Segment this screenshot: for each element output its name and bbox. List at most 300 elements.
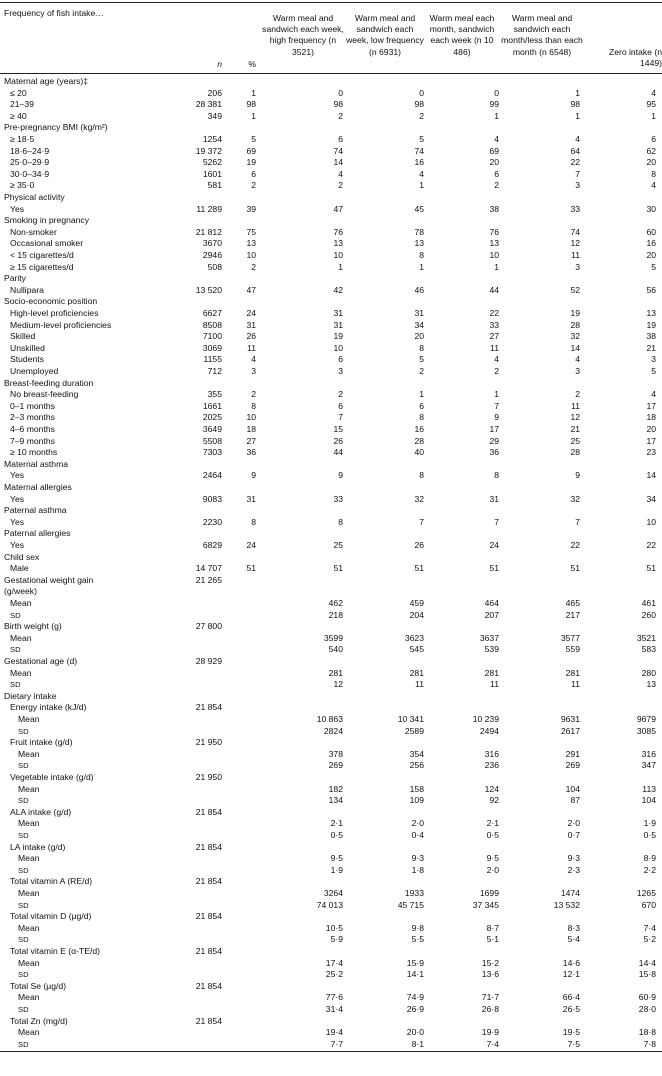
cell-group-5: 20 bbox=[646, 157, 656, 168]
cell-group-1: 17·4 bbox=[325, 957, 343, 968]
cell-group-1: 10 bbox=[333, 342, 343, 353]
cell-group-5: 7·4 bbox=[643, 922, 656, 933]
cell-group-3: 37 345 bbox=[472, 899, 499, 910]
cell-group-3: 1 bbox=[494, 261, 499, 272]
cell-n: 508 bbox=[207, 261, 222, 272]
row-label: 2–3 months bbox=[10, 412, 55, 423]
cell-pct: 24 bbox=[246, 540, 256, 550]
cell-group-2: 45 715 bbox=[397, 899, 424, 910]
cell-group-5: 20 bbox=[646, 424, 656, 434]
cell-group-2: 14·1 bbox=[406, 969, 424, 980]
cell-group-1: 25 bbox=[333, 540, 343, 550]
row-label: ≥ 10 months bbox=[10, 447, 58, 458]
cell-group-4: 19 bbox=[570, 308, 580, 318]
row-label: SD bbox=[18, 796, 29, 806]
table-row bbox=[0, 958, 662, 970]
cell-group-3: 2 bbox=[494, 366, 499, 376]
bottom-rule bbox=[0, 1051, 662, 1052]
cell-group-1: 33 bbox=[333, 493, 343, 504]
table-row bbox=[0, 401, 662, 413]
cell-group-5: 1265 bbox=[636, 888, 656, 898]
row-label: Medium-level proficiencies bbox=[10, 319, 112, 330]
cell-group-3: 19·9 bbox=[481, 1027, 499, 1038]
cell-n: 5508 bbox=[202, 435, 222, 446]
cell-group-5: 21 bbox=[646, 342, 656, 353]
table-row bbox=[0, 784, 662, 796]
row-label: Mean bbox=[18, 714, 40, 724]
cell-group-5: 34 bbox=[646, 493, 656, 504]
cell-group-2: 8 bbox=[419, 412, 424, 423]
cell-group-3: 20 bbox=[489, 157, 499, 168]
row-label: 30·0–34·9 bbox=[10, 168, 50, 179]
top-rule bbox=[0, 2, 662, 3]
cell-n: 5262 bbox=[202, 157, 222, 168]
row-label: Paternal allergies bbox=[4, 528, 71, 539]
table-row bbox=[0, 865, 662, 877]
row-label: Pre-pregnancy BMI (kg/m²) bbox=[4, 122, 108, 133]
cell-group-5: 30 bbox=[646, 203, 656, 214]
table-row bbox=[0, 76, 662, 88]
cell-group-1: 134 bbox=[328, 795, 343, 806]
cell-group-2: 5 bbox=[419, 134, 424, 144]
cell-group-2: 74 bbox=[414, 145, 424, 156]
table-row bbox=[0, 99, 662, 111]
cell-group-2: 1 bbox=[419, 180, 424, 191]
cell-group-3: 11 bbox=[490, 342, 499, 353]
cell-n: 1254 bbox=[202, 134, 222, 144]
cell-group-3: 236 bbox=[484, 760, 499, 771]
table-row bbox=[0, 888, 662, 900]
cell-group-3: 36 bbox=[489, 447, 499, 458]
cell-group-3: 69 bbox=[489, 145, 499, 156]
cell-group-1: 6 bbox=[338, 400, 343, 411]
cell-group-3: 29 bbox=[489, 435, 499, 446]
cell-pct: 2 bbox=[251, 180, 256, 191]
table-row bbox=[0, 714, 662, 726]
cell-group-5: 16 bbox=[646, 238, 656, 249]
cell-group-4: 4 bbox=[575, 354, 580, 365]
row-label: SD bbox=[18, 1039, 29, 1049]
cell-group-5: 8 bbox=[651, 168, 656, 179]
table-row bbox=[0, 389, 662, 401]
cell-group-2: 74·9 bbox=[406, 992, 424, 1003]
cell-group-3: 6 bbox=[494, 168, 499, 179]
row-label: ≥ 35·0 bbox=[10, 180, 35, 191]
table-row bbox=[0, 459, 662, 471]
cell-group-2: 20 bbox=[414, 331, 424, 342]
cell-group-3: 9 bbox=[494, 412, 499, 423]
cell-n: 6829 bbox=[202, 540, 222, 550]
cell-group-3: 1699 bbox=[479, 888, 499, 898]
cell-group-3: 51 bbox=[489, 563, 499, 574]
cell-group-5: 461 bbox=[641, 598, 656, 608]
cell-group-5: 60 bbox=[646, 226, 656, 237]
cell-group-2: 2·0 bbox=[411, 818, 424, 829]
cell-group-4: 3 bbox=[575, 366, 580, 376]
row-label: Total vitamin D (μg/d) bbox=[10, 911, 92, 922]
cell-n: 2230 bbox=[202, 516, 222, 527]
cell-group-3: 10 239 bbox=[472, 714, 499, 724]
cell-group-2: 0·4 bbox=[411, 830, 424, 840]
cell-group-1: 10 863 bbox=[316, 714, 343, 724]
row-label: Maternal asthma bbox=[4, 458, 69, 469]
cell-group-2: 281 bbox=[409, 667, 424, 678]
cell-group-4: 217 bbox=[565, 609, 580, 620]
cell-group-1: 9 bbox=[338, 470, 343, 481]
cell-group-2: 10 341 bbox=[397, 714, 424, 724]
cell-pct: 26 bbox=[246, 331, 256, 342]
header-group-5: Zero intake (n 1449) bbox=[608, 47, 662, 69]
row-label: SD bbox=[18, 900, 29, 910]
table-row bbox=[0, 412, 662, 424]
row-label: Socio-economic position bbox=[4, 296, 98, 307]
cell-group-3: 281 bbox=[484, 667, 499, 678]
table-row bbox=[0, 807, 662, 819]
cell-group-2: 51 bbox=[414, 563, 424, 574]
table-row bbox=[0, 772, 662, 784]
cell-n: 21 854 bbox=[195, 806, 222, 817]
row-label: (g/week) bbox=[4, 586, 37, 597]
row-label: SD bbox=[18, 865, 29, 875]
cell-group-4: 12 bbox=[570, 412, 580, 423]
cell-group-5: 6 bbox=[651, 134, 656, 144]
table-row bbox=[0, 204, 662, 216]
cell-group-1: 8 bbox=[338, 516, 343, 527]
cell-group-1: 31 bbox=[333, 308, 343, 318]
row-label: Total Zn (mg/d) bbox=[10, 1015, 68, 1026]
cell-group-5: 13 bbox=[646, 679, 656, 690]
table-row bbox=[0, 273, 662, 285]
table-row bbox=[0, 1016, 662, 1028]
cell-group-3: 13·6 bbox=[481, 969, 499, 980]
row-label: SD bbox=[18, 726, 29, 736]
cell-group-2: 1·8 bbox=[411, 864, 424, 875]
cell-group-4: 22 bbox=[570, 540, 580, 550]
cell-group-3: 124 bbox=[484, 783, 499, 794]
cell-group-2: 109 bbox=[409, 795, 424, 806]
cell-group-4: 3 bbox=[575, 261, 580, 272]
cell-group-1: 0·5 bbox=[330, 830, 343, 840]
cell-group-2: 16 bbox=[414, 157, 424, 168]
table-row bbox=[0, 691, 662, 703]
row-label: Mean bbox=[18, 783, 40, 794]
table-row bbox=[0, 470, 662, 482]
header-group-4: Warm meal and sandwich each month/less than each month (n 6548) bbox=[501, 13, 583, 57]
cell-group-1: 2824 bbox=[323, 725, 343, 736]
cell-n: 712 bbox=[207, 366, 222, 376]
cell-group-3: 27 bbox=[489, 331, 499, 342]
table-row bbox=[0, 668, 662, 680]
table-row bbox=[0, 621, 662, 633]
header-n: n bbox=[217, 59, 222, 69]
cell-group-5: 10 bbox=[646, 516, 656, 527]
cell-group-3: 17 bbox=[489, 424, 499, 434]
row-label: Students bbox=[10, 354, 44, 365]
row-label: ≥ 15 cigarettes/d bbox=[10, 261, 74, 272]
cell-group-5: 583 bbox=[641, 644, 656, 655]
cell-n: 28 929 bbox=[195, 656, 222, 666]
row-label: Maternal age (years)‡ bbox=[4, 76, 89, 86]
cell-n: 19 372 bbox=[195, 145, 222, 156]
cell-group-1: 3599 bbox=[323, 632, 343, 643]
cell-group-2: 1933 bbox=[404, 888, 424, 898]
row-label: Smoking in pregnancy bbox=[4, 215, 90, 226]
cell-group-2: 45 bbox=[414, 203, 424, 214]
cell-group-5: 20 bbox=[646, 250, 656, 260]
cell-pct: 2 bbox=[251, 389, 256, 400]
cell-n: 7100 bbox=[202, 331, 222, 342]
table-row bbox=[0, 853, 662, 865]
table-row bbox=[0, 934, 662, 946]
row-label: Mean bbox=[18, 888, 40, 898]
cell-group-2: 9·3 bbox=[411, 853, 424, 864]
row-label: Total vitamin A (RE/d) bbox=[10, 876, 93, 887]
cell-group-4: 28 bbox=[570, 319, 580, 330]
cell-group-5: 4 bbox=[651, 389, 656, 400]
table-row bbox=[0, 656, 662, 668]
table-row bbox=[0, 354, 662, 366]
row-label: ≥ 18·5 bbox=[10, 134, 35, 144]
cell-pct: 31 bbox=[246, 319, 256, 330]
cell-group-4: 51 bbox=[570, 563, 580, 574]
cell-n: 21 854 bbox=[195, 911, 222, 922]
cell-group-1: 3 bbox=[338, 366, 343, 376]
row-label: Mean bbox=[18, 992, 40, 1003]
cell-group-2: 3623 bbox=[404, 632, 424, 643]
row-label: Mean bbox=[18, 922, 40, 933]
cell-group-5: 1·9 bbox=[643, 818, 656, 829]
cell-pct: 69 bbox=[246, 145, 256, 156]
cell-group-1: 2 bbox=[338, 110, 343, 121]
table-row bbox=[0, 969, 662, 981]
row-label: Yes bbox=[10, 493, 25, 504]
cell-group-4: 1 bbox=[575, 87, 580, 98]
cell-group-1: 31 bbox=[333, 319, 343, 330]
cell-n: 21 854 bbox=[195, 946, 222, 956]
table-row bbox=[0, 169, 662, 181]
cell-group-4: 281 bbox=[565, 667, 580, 678]
cell-group-2: 32 bbox=[414, 493, 424, 504]
cell-group-4: 7·5 bbox=[567, 1038, 580, 1049]
cell-group-1: 462 bbox=[328, 598, 343, 608]
cell-n: 2464 bbox=[202, 470, 222, 481]
cell-group-3: 1 bbox=[494, 389, 499, 400]
row-label: 7–9 months bbox=[10, 435, 55, 446]
cell-group-2: 40 bbox=[414, 447, 424, 458]
row-label: SD bbox=[18, 761, 29, 771]
row-label: Mean bbox=[10, 598, 32, 608]
table-row bbox=[0, 308, 662, 320]
cell-pct: 39 bbox=[246, 203, 256, 214]
cell-n: 21 854 bbox=[195, 876, 222, 887]
row-label: Yes bbox=[10, 203, 25, 214]
cell-pct: 11 bbox=[247, 342, 256, 353]
cell-group-1: 15 bbox=[333, 424, 343, 434]
table-row bbox=[0, 644, 662, 656]
cell-group-3: 3637 bbox=[479, 632, 499, 643]
cell-group-1: 2·1 bbox=[330, 818, 343, 829]
table-row bbox=[0, 192, 662, 204]
table-row bbox=[0, 737, 662, 749]
cell-group-4: 1 bbox=[575, 110, 580, 121]
table-row bbox=[0, 946, 662, 958]
cell-group-4: 52 bbox=[570, 284, 580, 295]
table-row bbox=[0, 146, 662, 158]
cell-pct: 6 bbox=[251, 168, 256, 179]
cell-group-3: 15·2 bbox=[481, 957, 499, 968]
table-row bbox=[0, 552, 662, 564]
cell-n: 1661 bbox=[202, 400, 222, 411]
cell-group-4: 0·7 bbox=[567, 830, 580, 840]
row-label: 21–39 bbox=[10, 99, 34, 110]
cell-group-4: 87 bbox=[570, 795, 580, 806]
cell-group-3: 2·1 bbox=[486, 818, 499, 829]
row-label: SD bbox=[10, 680, 21, 690]
row-label: Yes bbox=[10, 470, 25, 481]
cell-pct: 36 bbox=[246, 447, 256, 458]
cell-group-2: 354 bbox=[409, 748, 424, 759]
cell-group-4: 4 bbox=[575, 134, 580, 144]
row-label: 4–6 months bbox=[10, 424, 55, 434]
cell-group-4: 7 bbox=[575, 516, 580, 527]
table-row bbox=[0, 157, 662, 169]
cell-group-1: 182 bbox=[328, 783, 343, 794]
cell-group-1: 1·9 bbox=[330, 864, 343, 875]
table-row bbox=[0, 911, 662, 923]
cell-group-2: 26 bbox=[414, 540, 424, 550]
cell-group-2: 2589 bbox=[404, 725, 424, 736]
cell-group-3: 8 bbox=[494, 470, 499, 481]
cell-pct: 10 bbox=[246, 412, 256, 423]
cell-group-2: 5 bbox=[419, 354, 424, 365]
cell-group-1: 19·4 bbox=[325, 1027, 343, 1038]
row-label: ALA intake (g/d) bbox=[10, 806, 72, 817]
row-label: Non-smoker bbox=[10, 226, 57, 237]
row-label: Physical activity bbox=[4, 192, 65, 202]
table-row bbox=[0, 842, 662, 854]
cell-group-2: 34 bbox=[414, 319, 424, 330]
cell-group-1: 281 bbox=[328, 667, 343, 678]
row-label: 25·0–29·9 bbox=[10, 157, 50, 168]
cell-n: 9083 bbox=[202, 493, 222, 504]
cell-group-1: 6 bbox=[338, 134, 343, 144]
row-label: Mean bbox=[10, 632, 32, 643]
table-row bbox=[0, 1039, 662, 1051]
cell-group-4: 104 bbox=[565, 783, 580, 794]
cell-group-1: 77·6 bbox=[325, 992, 343, 1003]
table-row bbox=[0, 517, 662, 529]
cell-group-4: 269 bbox=[565, 760, 580, 771]
cell-group-3: 0·5 bbox=[486, 830, 499, 840]
cell-group-4: 3577 bbox=[560, 632, 580, 643]
table-row bbox=[0, 227, 662, 239]
cell-pct: 13 bbox=[246, 238, 256, 249]
cell-group-1: 5·9 bbox=[330, 934, 343, 945]
cell-group-2: 28 bbox=[414, 435, 424, 446]
cell-group-5: 18 bbox=[646, 412, 656, 423]
cell-group-4: 22 bbox=[570, 157, 580, 168]
cell-n: 21 265 bbox=[195, 574, 222, 585]
cell-n: 21 854 bbox=[195, 1015, 222, 1026]
header-group-2: Warm meal and sandwich each week, low frequency (n 6931) bbox=[346, 13, 424, 57]
row-label: Mean bbox=[18, 853, 40, 864]
table-row bbox=[0, 830, 662, 842]
cell-group-4: 66·4 bbox=[562, 992, 580, 1003]
cell-n: 11 289 bbox=[196, 203, 222, 214]
row-label: Yes bbox=[10, 516, 25, 527]
table-row bbox=[0, 726, 662, 738]
header-rule bbox=[0, 73, 662, 74]
cell-group-2: 256 bbox=[409, 760, 424, 771]
row-label: Total Se (μg/d) bbox=[10, 980, 67, 991]
cell-group-1: 12 bbox=[333, 679, 343, 690]
table-row bbox=[0, 331, 662, 343]
cell-group-5: 19 bbox=[646, 319, 656, 330]
header-group-1: Warm meal and sandwich each week, high frequency (n 3521) bbox=[262, 13, 344, 57]
cell-n: 28 381 bbox=[195, 99, 222, 110]
cell-group-5: 2·2 bbox=[643, 864, 656, 875]
table-row bbox=[0, 540, 662, 552]
header-label: Frequency of fish intake… bbox=[4, 8, 104, 18]
cell-pct: 5 bbox=[251, 134, 256, 144]
cell-group-3: 2·0 bbox=[486, 864, 499, 875]
cell-group-2: 13 bbox=[414, 238, 424, 249]
cell-group-4: 13 532 bbox=[553, 899, 580, 910]
table-row bbox=[0, 760, 662, 772]
cell-n: 2946 bbox=[202, 250, 222, 260]
cell-group-3: 71·7 bbox=[481, 992, 499, 1003]
table-row bbox=[0, 818, 662, 830]
cell-group-3: 33 bbox=[489, 319, 499, 330]
cell-group-1: 74 013 bbox=[316, 899, 343, 910]
cell-group-1: 19 bbox=[333, 331, 343, 342]
row-label: Dietary intake bbox=[4, 690, 57, 701]
cell-group-3: 0 bbox=[494, 87, 499, 98]
cell-group-1: 6 bbox=[338, 354, 343, 365]
cell-group-5: 4 bbox=[651, 180, 656, 191]
cell-group-5: 113 bbox=[642, 783, 656, 794]
table-row bbox=[0, 563, 662, 575]
cell-group-3: 207 bbox=[484, 609, 499, 620]
table-row bbox=[0, 180, 662, 192]
row-label: Birth weight (g) bbox=[4, 621, 62, 632]
cell-group-4: 98 bbox=[570, 99, 580, 110]
cell-group-2: 78 bbox=[414, 226, 424, 237]
row-label: SD bbox=[18, 831, 29, 840]
table-row bbox=[0, 505, 662, 517]
cell-group-1: 51 bbox=[333, 563, 343, 574]
row-label: Gestational age (d) bbox=[4, 656, 78, 666]
cell-group-3: 7·4 bbox=[486, 1038, 499, 1049]
cell-group-1: 7 bbox=[338, 412, 343, 423]
cell-n: 13 520 bbox=[195, 284, 222, 295]
cell-group-2: 204 bbox=[409, 609, 424, 620]
cell-group-1: 1 bbox=[338, 261, 343, 272]
cell-n: 21 854 bbox=[195, 702, 222, 713]
row-label: Mean bbox=[18, 748, 40, 759]
cell-n: 21 854 bbox=[195, 841, 222, 852]
cell-group-4: 32 bbox=[570, 331, 580, 342]
cell-group-5: 17 bbox=[646, 435, 656, 446]
row-label: Breast-feeding duration bbox=[4, 377, 94, 388]
cell-group-5: 18·8 bbox=[638, 1027, 656, 1038]
cell-group-4: 21 bbox=[570, 424, 580, 434]
table-row bbox=[0, 575, 662, 587]
row-label: Unemployed bbox=[10, 366, 59, 376]
cell-group-4: 11 bbox=[571, 400, 580, 411]
cell-group-1: 44 bbox=[333, 447, 343, 458]
cell-pct: 8 bbox=[251, 400, 256, 411]
